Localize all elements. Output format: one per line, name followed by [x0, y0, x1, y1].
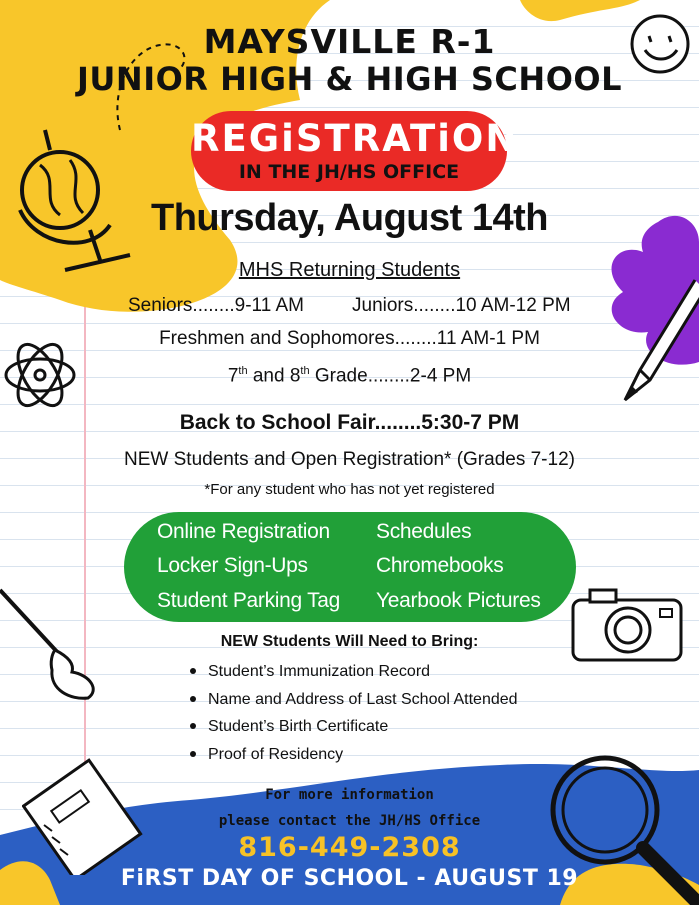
- school-name-line2: JUNIOR HIGH & HIGH SCHOOL: [77, 60, 622, 98]
- grade-rest: Grade........2-4 PM: [309, 365, 472, 387]
- grade8-sup: th: [300, 365, 310, 377]
- list-item: Student’s Birth Certificate: [190, 713, 518, 741]
- list-item: Name and Address of Last School Attended: [190, 686, 518, 714]
- registration-subtitle: IN THE JH/HS OFFICE: [238, 161, 460, 183]
- contact-line1: For more information: [265, 787, 434, 803]
- activity-item: Locker Sign-Ups: [157, 554, 308, 577]
- grade7-sup: th: [238, 365, 248, 377]
- bring-title: NEW Students Will Need to Bring:: [220, 633, 479, 650]
- grade8-num: 8: [289, 365, 301, 387]
- returning-heading: MHS Returning Students: [238, 259, 461, 281]
- registration-title: REGiSTRATiON: [191, 117, 519, 160]
- bring-list: [190, 658, 518, 768]
- activity-item: Online Registration: [157, 520, 330, 543]
- school-fair: Back to School Fair........5:30-7 PM: [179, 411, 520, 434]
- activity-item: Student Parking Tag: [157, 589, 341, 612]
- activity-item: Chromebooks: [376, 554, 504, 577]
- first-day-of-school: FiRST DAY OF SCHOOL - AUGUST 19: [120, 866, 579, 891]
- list-item: Student’s Immunization Record: [190, 658, 518, 686]
- event-date: Thursday, August 14th: [151, 197, 548, 239]
- school-name-line1: MAYSVILLE R-1: [203, 22, 496, 61]
- grade-and: and: [247, 365, 290, 387]
- activities-banner: [124, 512, 576, 622]
- phone-number: 816-449-2308: [238, 832, 461, 863]
- camera-icon: [568, 585, 688, 665]
- footnote: *For any student who has not yet registered: [204, 481, 495, 498]
- grade-7-8-time: [0, 365, 699, 387]
- seniors-time: Seniors........9-11 AM: [128, 295, 305, 316]
- new-students-line: NEW Students and Open Registration* (Grades 7-12): [124, 449, 575, 470]
- list-item: Proof of Residency: [190, 741, 518, 769]
- contact-line2: please contact the JH/HS Office: [218, 813, 481, 829]
- registration-banner: [191, 111, 519, 191]
- fresh-soph-time: Freshmen and Sophomores........11 AM-1 PM: [159, 328, 540, 349]
- juniors-time: Juniors........10 AM-12 PM: [352, 295, 571, 316]
- activity-item: Yearbook Pictures: [376, 589, 541, 612]
- grade7-num: 7: [227, 365, 239, 387]
- yellow-blob-top-right: [520, 0, 640, 21]
- activity-item: Schedules: [376, 520, 472, 543]
